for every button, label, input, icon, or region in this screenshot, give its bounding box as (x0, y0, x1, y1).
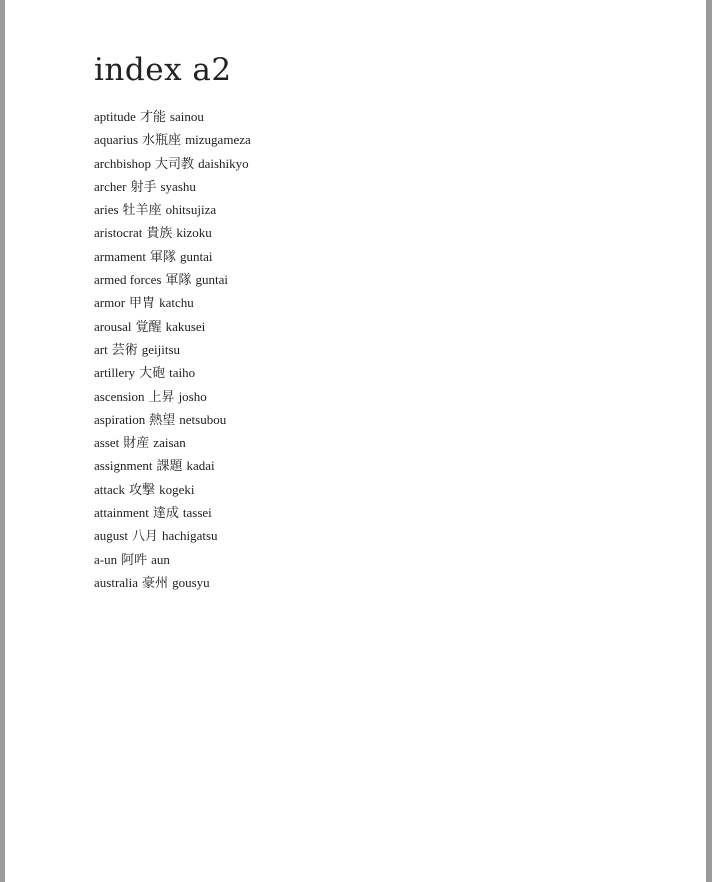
index-entry (94, 198, 251, 221)
entry-english: aristocrat (94, 225, 143, 241)
index-entry (94, 105, 251, 128)
entry-kanji: 軍隊 (165, 272, 192, 288)
entry-english: attack (94, 481, 126, 497)
index-entry (94, 361, 251, 384)
entry-english: attainment (94, 505, 149, 521)
entry-kanji: 覚醒 (135, 318, 162, 334)
entry-kanji: 甲冑 (129, 295, 156, 311)
index-entry (94, 338, 251, 361)
entry-reading: aun (151, 551, 170, 567)
entry-english: art (94, 341, 108, 357)
entry-reading: gousyu (172, 574, 210, 590)
entry-english: archer (94, 178, 127, 194)
entry-kanji: 攻撃 (129, 481, 156, 497)
entry-kanji: 大砲 (139, 365, 166, 381)
entry-reading: taiho (169, 365, 196, 381)
index-entry (94, 175, 251, 198)
entry-english: aspiration (94, 411, 146, 427)
index-entry (94, 431, 251, 454)
entry-english: aquarius (94, 132, 139, 148)
index-entry (94, 478, 251, 501)
entry-reading: sainou (169, 109, 204, 124)
entry-reading: guntai (180, 248, 213, 264)
entry-reading: guntai (195, 272, 229, 288)
index-entry (94, 571, 251, 594)
index-entry (94, 291, 251, 314)
entry-kanji: 才能 (139, 109, 166, 124)
entry-english: aptitude (94, 109, 136, 124)
page-title: index a2 (94, 52, 232, 88)
entry-kanji: 上昇 (148, 388, 175, 404)
entry-kanji: 達成 (152, 505, 179, 521)
entry-reading: zaisan (153, 435, 186, 451)
entry-reading: geijitsu (141, 341, 181, 357)
index-entry-list (94, 105, 251, 594)
entry-kanji: 牡羊座 (122, 202, 162, 218)
entry-kanji: 射手 (130, 178, 157, 194)
index-entry (94, 408, 251, 431)
entry-english: armament (94, 248, 146, 264)
index-entry (94, 221, 251, 244)
entry-reading: mizugameza (185, 132, 251, 148)
index-entry (94, 385, 251, 408)
entry-english: archbishop (94, 155, 152, 171)
entry-kanji: 軍隊 (149, 248, 176, 264)
entry-kanji: 熱望 (149, 411, 176, 427)
entry-english: armed forces (94, 272, 162, 288)
entry-reading: kizoku (176, 225, 212, 241)
document-page (5, 0, 706, 882)
entry-kanji: 阿吽 (121, 551, 148, 567)
entry-english: assignment (94, 458, 153, 474)
entry-english: aries (94, 202, 119, 218)
entry-english: a-un (94, 551, 118, 567)
entry-reading: kakusei (165, 318, 206, 334)
entry-kanji: 豪州 (142, 574, 169, 590)
entry-reading: tassei (182, 505, 212, 521)
entry-english: artillery (94, 365, 136, 381)
entry-kanji: 水瓶座 (142, 132, 182, 148)
entry-reading: syashu (160, 178, 196, 194)
index-entry (94, 268, 251, 291)
entry-kanji: 芸術 (111, 341, 138, 357)
entry-kanji: 課題 (156, 458, 183, 474)
entry-english: arousal (94, 318, 132, 334)
entry-kanji: 大司教 (155, 155, 195, 171)
index-entry (94, 152, 251, 175)
entry-reading: hachigatsu (161, 528, 218, 544)
index-entry (94, 548, 251, 571)
entry-english: august (94, 528, 128, 544)
entry-reading: daishikyo (198, 155, 249, 171)
index-entry (94, 245, 251, 268)
entry-reading: ohitsujiza (165, 202, 217, 218)
entry-reading: kogeki (159, 481, 195, 497)
entry-english: armor (94, 295, 126, 311)
entry-english: australia (94, 574, 139, 590)
entry-kanji: 財産 (123, 435, 150, 451)
index-entry (94, 454, 251, 477)
entry-english: ascension (94, 388, 145, 404)
entry-reading: katchu (159, 295, 194, 311)
entry-reading: netsubou (179, 411, 227, 427)
index-entry (94, 524, 251, 547)
index-entry (94, 315, 251, 338)
entry-reading: josho (178, 388, 207, 404)
entry-reading: kadai (186, 458, 215, 474)
index-entry (94, 128, 251, 151)
entry-english: asset (94, 435, 120, 451)
index-entry (94, 501, 251, 524)
entry-kanji: 八月 (131, 528, 158, 544)
entry-kanji: 貴族 (146, 225, 173, 241)
